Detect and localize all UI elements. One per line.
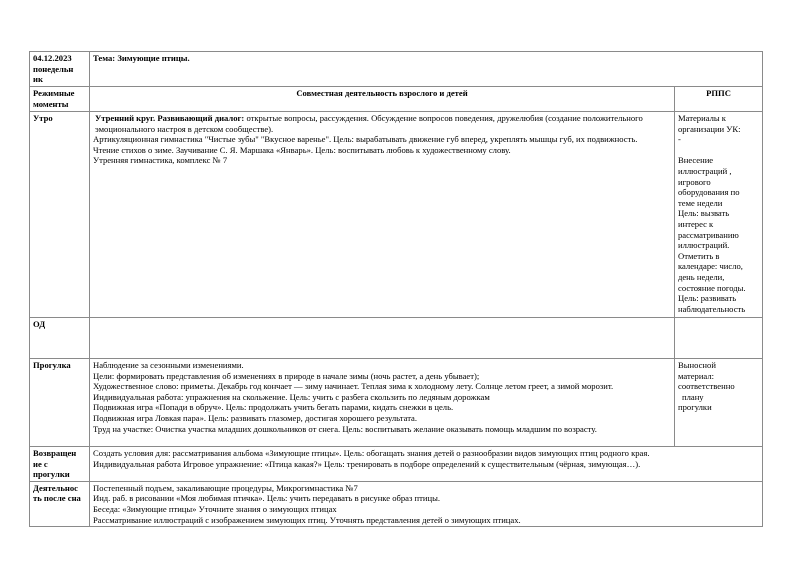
od-rpps <box>675 318 763 359</box>
column-header-row <box>30 87 763 112</box>
posle-sna-content <box>90 481 763 526</box>
utro-rpps-line: день недели, <box>678 271 725 282</box>
label-progulka: Прогулка <box>30 359 90 447</box>
progulka-line: Цели: формировать представления об изменениях в природе в начале зимы (ночь растет, а день убывает); <box>93 370 480 381</box>
topic: Тема: Зимующие птицы. <box>93 53 190 63</box>
utro-reading: Чтение стихов о зиме. Заучивание С. Я. Маршака «Январь». Цель: воспитывать любовь к художественному слову. <box>93 144 511 155</box>
progulka-line: Наблюдение за сезонными изменениями. <box>93 360 244 370</box>
utro-rpps-line: наблюдательность <box>678 303 746 314</box>
utro-rpps-line: оборудования по <box>678 187 740 198</box>
utro-rpps-line <box>678 145 759 156</box>
od-content <box>90 318 675 359</box>
column-header-regime: Режимные моменты <box>30 87 90 112</box>
progulka-rpps-line: материал: <box>678 370 715 381</box>
topic-cell <box>90 52 763 87</box>
progulka-line: Подвижная игра «Попади в обруч». Цель: продолжать учить бегать парами, кидать снежки в цель. <box>93 402 454 413</box>
label-posle-sna <box>30 481 90 526</box>
utro-lead-rest: открытые вопросы, рассуждения. Обсуждение вопросов поведения, дружелюбия (создание положительного эмоционального настроя в детском сообществе). <box>95 113 643 134</box>
utro-rpps-line: - <box>678 134 681 145</box>
progulka-rpps-line: Выносной <box>678 360 716 370</box>
posle-sna-line: Беседа: «Зимующие птицы» Уточните знания о зимующих птицах <box>93 503 337 514</box>
date: 04.12.2023 <box>33 53 72 63</box>
column-header-rpps: РППС <box>675 87 763 112</box>
label-utro: Утро <box>30 112 90 318</box>
label-vozvr-line: прогулки <box>33 469 70 480</box>
row-vozvrashchenie <box>30 447 763 482</box>
utro-rpps-line: интерес к <box>678 218 714 229</box>
progulka-line: Индивидуальная работа: упражнения на скольжение. Цель: учить с разбега скользить по ледяным дорожкам <box>93 391 490 402</box>
label-vozvr-line: ие с <box>33 458 48 469</box>
row-utro <box>30 112 763 318</box>
row-posle-sna <box>30 481 763 526</box>
utro-articulation: Артикуляционная гимнастика "Чистые зубы" "Вкусное варенье". Цель: вырабатывать движение губ вперед, укреплять мышцы губ, их подвижность. <box>93 134 638 145</box>
utro-rpps-line: организации УК: <box>678 123 741 134</box>
weekday: понедельн <box>33 63 74 74</box>
vozvr-line: Создать условия для: рассматривания альбома «Зимующие птицы». Цель: обогащать знания детей о разнообразии видов зимующих птиц родного края. <box>93 448 650 458</box>
row-progulka <box>30 359 763 447</box>
utro-rpps-line: состояние погоды. <box>678 282 746 293</box>
utro-rpps-line: игрового <box>678 176 711 187</box>
label-posle-sna-line: Деятельнос <box>33 482 78 493</box>
row-od <box>30 318 763 359</box>
utro-rpps-line: иллюстраций. <box>678 240 730 251</box>
utro-rpps-line: иллюстраций , <box>678 165 732 176</box>
vozvr-line: Индивидуальная работа Игровое упражнение: «Птица какая?» Цель: тренировать в подборе определений к существительным (чёрная, зимующая…). <box>93 458 641 469</box>
progulka-content <box>90 359 675 447</box>
label-vozvr-line: Возвращен <box>33 448 77 458</box>
utro-rpps-line: Цель: вызвать <box>678 208 730 219</box>
label-vozvrashchenie <box>30 447 90 482</box>
weekday-cont: ик <box>33 74 43 85</box>
utro-rpps-line: Внесение <box>678 155 714 166</box>
progulka-rpps <box>675 359 763 447</box>
posle-sna-line: Постепенный подъем, закаливающие процедуры, Микрогимнастика №7 <box>93 482 358 493</box>
progulka-rpps-line: прогулки <box>678 402 712 413</box>
utro-rpps <box>675 112 763 318</box>
utro-rpps-line: календаре: число, <box>678 261 743 272</box>
utro-rpps-line: Материалы к <box>678 113 726 123</box>
column-header-joint: Совместная деятельность взрослого и детей <box>90 87 675 112</box>
posle-sna-line: Рассматривание иллюстраций с изображением зимующих птиц. Уточнять представления детей о зимующих птицах. <box>93 514 521 525</box>
progulka-line: Художественное слово: приметы. Декабрь год кончает — зиму начинает. Теплая зима к холодному лету. Солнце летом греет, а зимой морозит. <box>93 381 614 392</box>
posle-sna-line: Инд. раб. в рисовании «Моя любимая птичка». Цель: учить передавать в рисунке образ птицы. <box>93 493 441 504</box>
daily-plan-table <box>29 51 763 527</box>
label-od: ОД <box>30 318 90 359</box>
progulka-rpps-line: соответственно <box>678 381 735 392</box>
progulka-line: Подвижная игра Ловкая пара». Цель: развивать глазомер, достигая хорошего результата. <box>93 412 418 423</box>
utro-rpps-line: Цель: развивать <box>678 293 737 304</box>
utro-rpps-line: теме недели <box>678 197 723 208</box>
progulka-line: Труд на участке: Очистка участка младших дошкольников от снега. Цель: воспитывать желание оказывать помощь младшим по возрасту. <box>93 423 597 434</box>
utro-rpps-line: рассматриванию <box>678 229 739 240</box>
utro-gymnastics: Утренняя гимнастика, комплекс № 7 <box>93 155 228 166</box>
utro-morning-circle <box>93 113 671 134</box>
progulka-rpps-line: плану <box>682 391 704 402</box>
utro-content <box>90 112 675 318</box>
utro-lead-bold: Утренний круг. Развивающий диалог: <box>95 113 245 123</box>
label-posle-sna-line: ть после сна <box>33 493 81 504</box>
utro-rpps-line: Отметить в <box>678 250 720 261</box>
vozvrashchenie-content <box>90 447 763 482</box>
header-row <box>30 52 763 87</box>
date-cell <box>30 52 90 87</box>
